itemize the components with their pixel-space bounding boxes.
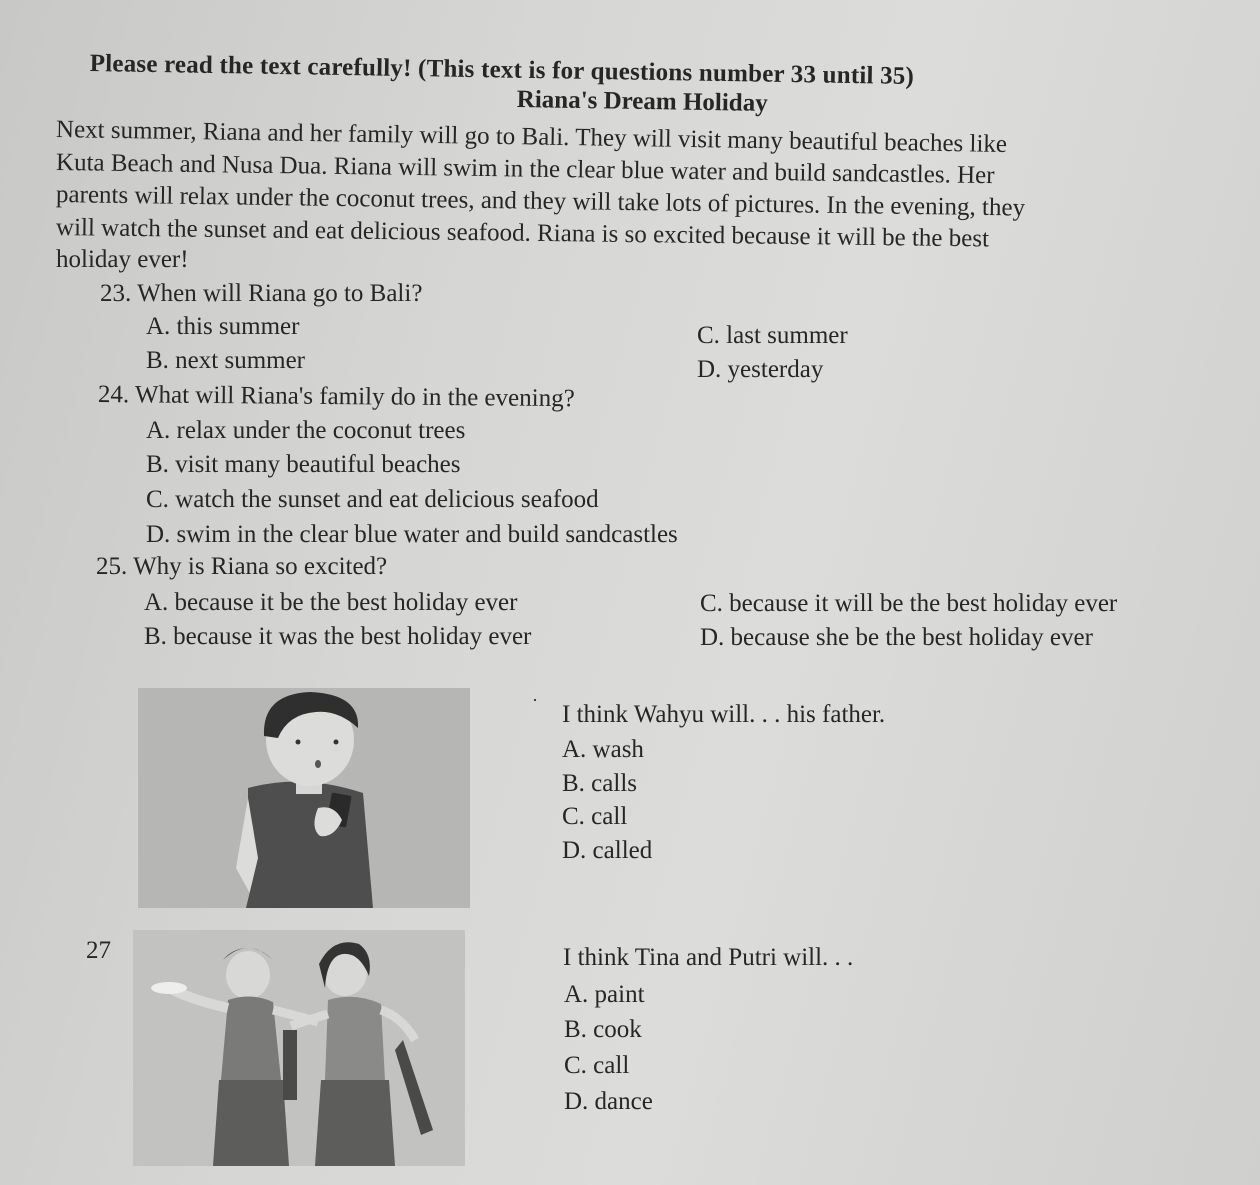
option-26-a[interactable]: A. wash	[562, 736, 644, 763]
passage-line: parents will relax under the coconut trees, and they will take lots of pictures. In the evening, they	[55, 181, 1026, 222]
question-text: What will Riana's family do in the evening?	[134, 381, 575, 413]
passage-line: Next summer, Riana and her family will go to Bali. They will visit many beautiful beaches like	[55, 116, 1008, 158]
option-24-a[interactable]: A. relax under the coconut trees	[146, 417, 466, 444]
question-26-marker: ·	[532, 690, 538, 710]
reading-passage	[56, 114, 1226, 277]
option-23-b[interactable]: B. next summer	[146, 347, 306, 374]
question-23	[100, 280, 422, 308]
option-27-b[interactable]: B. cook	[564, 1016, 642, 1043]
option-26-b[interactable]: B. calls	[562, 770, 637, 797]
question-24	[98, 381, 575, 413]
question-27-text: I think Tina and Putri will. . .	[563, 944, 854, 971]
option-23-c[interactable]: C. last summer	[697, 322, 848, 349]
option-24-d[interactable]: D. swim in the clear blue water and build sandcastles	[146, 521, 678, 548]
question-text: Why is Riana so excited?	[133, 553, 388, 580]
option-24-b[interactable]: B. visit many beautiful beaches	[146, 451, 461, 478]
option-27-c[interactable]: C. call	[564, 1052, 630, 1079]
passage-title: Riana's Dream Holiday	[516, 86, 768, 117]
option-25-a[interactable]: A. because it be the best holiday ever	[144, 589, 518, 616]
option-25-d[interactable]: D. because she be the best holiday ever	[700, 624, 1093, 651]
option-25-b[interactable]: B. because it was the best holiday ever	[144, 623, 532, 650]
question-number: 23.	[100, 280, 132, 307]
question-number: 25.	[96, 553, 128, 580]
question-27-number: 27	[86, 937, 111, 964]
question-25	[96, 553, 387, 581]
option-27-a[interactable]: A. paint	[564, 981, 645, 1008]
question-number: 24.	[97, 381, 130, 409]
dancers-illustration	[133, 930, 465, 1166]
option-23-a[interactable]: A. this summer	[146, 313, 300, 340]
passage-line: will watch the sunset and eat delicious seafood. Riana is so excited because it will be the best	[55, 213, 990, 252]
question-26-text: I think Wahyu will. . . his father.	[562, 701, 886, 728]
passage-line: Kuta Beach and Nusa Dua. Riana will swim in the clear blue water and build sandcastles. Her	[55, 148, 995, 189]
question-text: When will Riana go to Bali?	[137, 280, 423, 307]
passage-line: holiday ever!	[56, 246, 189, 273]
option-26-d[interactable]: D. called	[562, 837, 653, 864]
option-26-c[interactable]: C. call	[562, 803, 628, 830]
option-24-c[interactable]: C. watch the sunset and eat delicious seafood	[146, 486, 599, 513]
option-25-c[interactable]: C. because it will be the best holiday ever	[700, 590, 1118, 617]
option-27-d[interactable]: D. dance	[564, 1088, 653, 1115]
instruction-text: Please read the text carefully! (This text is for questions number 33 until 35)	[89, 50, 915, 90]
option-23-d[interactable]: D. yesterday	[697, 356, 824, 383]
boy-phone-illustration	[138, 688, 470, 908]
